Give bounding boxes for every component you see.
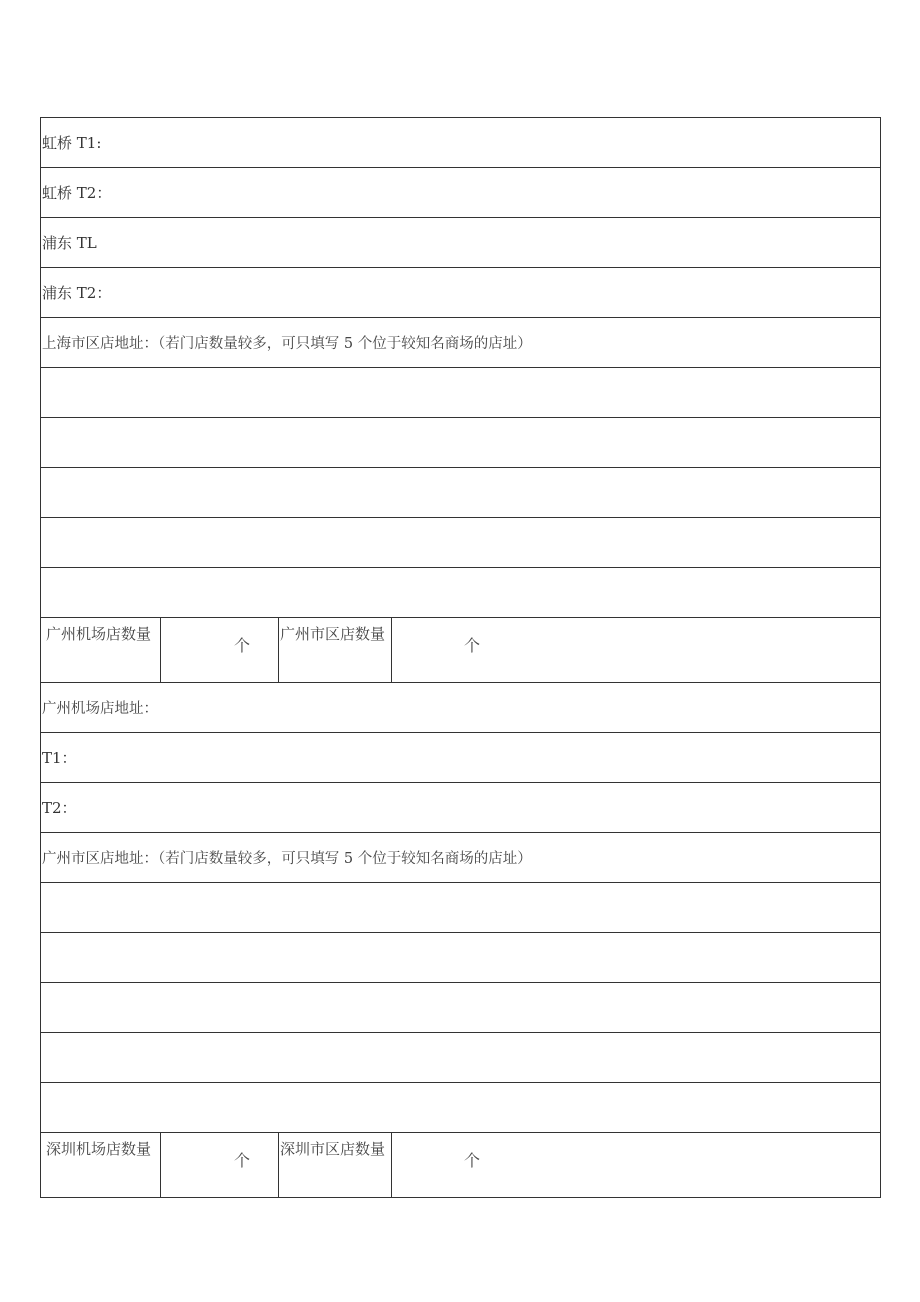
guangzhou-city-address-row: [41, 933, 881, 983]
guangzhou-city-address-input-4[interactable]: [41, 1033, 881, 1083]
guangzhou-t1-field[interactable]: [41, 733, 881, 783]
shanghai-city-address-input-3[interactable]: [41, 468, 881, 518]
row-shanghai-city-hint: [41, 318, 881, 368]
shanghai-city-address-input-2[interactable]: [41, 418, 881, 468]
shanghai-city-address-row: [41, 518, 881, 568]
guangzhou-city-hint: 广州市区店地址：（若门店数量较多，可只填写 5 个位于较知名商场的店址）: [41, 833, 881, 883]
shanghai-city-address-row: [41, 368, 881, 418]
shanghai-city-address-input-5[interactable]: [41, 568, 881, 618]
shenzhen-city-count-label: 深圳市区店数量: [279, 1133, 392, 1198]
guangzhou-t2-field[interactable]: [41, 783, 881, 833]
shanghai-city-hint: 上海市区店地址：（若门店数量较多，可只填写 5 个位于较知名商场的店址）: [41, 318, 881, 368]
row-pudong-t2: [41, 268, 881, 318]
pudong-t2-field[interactable]: [41, 268, 881, 318]
guangzhou-t1-label: T1：: [42, 749, 77, 767]
guangzhou-city-address-input-5[interactable]: [41, 1083, 881, 1133]
guangzhou-airport-count-label: 广州机场店数量: [41, 618, 161, 683]
row-guangzhou-airport-heading: [41, 683, 881, 733]
guangzhou-city-address-input-2[interactable]: [41, 933, 881, 983]
shanghai-city-address-row: [41, 568, 881, 618]
store-address-form: [40, 117, 881, 1198]
guangzhou-t2-label: T2：: [42, 799, 77, 817]
guangzhou-city-count-label: 广州市区店数量: [279, 618, 392, 683]
guangzhou-city-address-row: [41, 1083, 881, 1133]
guangzhou-airport-heading: 广州机场店地址：: [41, 683, 881, 733]
shenzhen-airport-count-label: 深圳机场店数量: [41, 1133, 161, 1198]
shenzhen-city-count-input[interactable]: [392, 1133, 881, 1198]
shenzhen-airport-count-unit: 个: [234, 1151, 251, 1170]
shenzhen-city-count-unit: 个: [464, 1151, 481, 1170]
hongqiao-t2-field[interactable]: [41, 168, 881, 218]
shanghai-city-address-row: [41, 468, 881, 518]
hongqiao-t2-label: 虹桥 T2：: [42, 184, 112, 202]
row-guangzhou-t2: [41, 783, 881, 833]
shanghai-city-address-input-4[interactable]: [41, 518, 881, 568]
guangzhou-airport-count-unit: 个: [234, 636, 251, 655]
guangzhou-city-count-input[interactable]: [392, 618, 881, 683]
row-pudong-t1: [41, 218, 881, 268]
guangzhou-city-address-input-1[interactable]: [41, 883, 881, 933]
shenzhen-airport-count-input[interactable]: [161, 1133, 279, 1198]
guangzhou-city-address-input-3[interactable]: [41, 983, 881, 1033]
guangzhou-city-address-row: [41, 983, 881, 1033]
pudong-t2-label: 浦东 T2：: [42, 284, 112, 302]
guangzhou-city-address-row: [41, 883, 881, 933]
pudong-t1-label: 浦东 TL: [42, 234, 97, 252]
hongqiao-t1-label: 虹桥 T1:: [42, 134, 102, 152]
guangzhou-airport-count-input[interactable]: [161, 618, 279, 683]
row-shenzhen-counts: [41, 1133, 881, 1198]
row-guangzhou-city-hint: [41, 833, 881, 883]
row-guangzhou-t1: [41, 733, 881, 783]
shanghai-city-address-input-1[interactable]: [41, 368, 881, 418]
guangzhou-city-address-row: [41, 1033, 881, 1083]
pudong-t1-field[interactable]: [41, 218, 881, 268]
hongqiao-t1-field[interactable]: [41, 118, 881, 168]
row-hongqiao-t1: [41, 118, 881, 168]
shanghai-city-address-row: [41, 418, 881, 468]
row-hongqiao-t2: [41, 168, 881, 218]
row-guangzhou-counts: [41, 618, 881, 683]
guangzhou-city-count-unit: 个: [464, 636, 481, 655]
